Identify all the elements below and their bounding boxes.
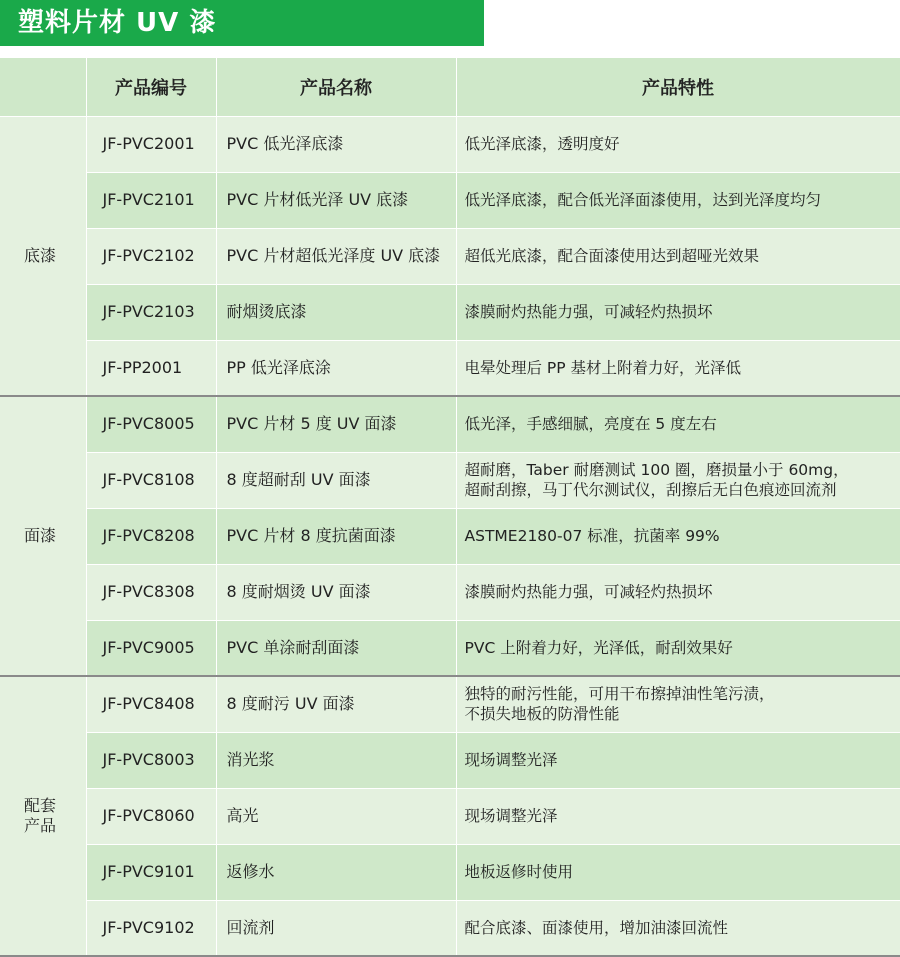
product-feature xyxy=(456,228,900,284)
product-feature-line: 低光泽，手感细腻，亮度在 5 度左右 xyxy=(464,415,717,434)
header-feature: 产品特性 xyxy=(456,58,900,116)
product-feature xyxy=(456,564,900,620)
product-feature xyxy=(456,452,900,508)
product-code: JF-PVC8408 xyxy=(86,676,216,732)
product-feature-line: 超耐刮擦，马丁代尔测试仪，刮擦后无白色痕迹回流剂 xyxy=(464,481,837,499)
product-code: JF-PVC9101 xyxy=(86,844,216,900)
table-row xyxy=(0,116,900,172)
table-row xyxy=(0,844,900,900)
product-name: PVC 片材低光泽 UV 底漆 xyxy=(216,172,456,228)
product-name: 回流剂 xyxy=(216,900,456,956)
product-name: PVC 片材 5 度 UV 面漆 xyxy=(216,396,456,452)
product-feature-line: 超耐磨，Taber 耐磨测试 100 圈，磨损量小于 60mg， xyxy=(464,461,849,479)
table-row xyxy=(0,172,900,228)
product-feature xyxy=(456,508,900,564)
group-label xyxy=(0,396,86,676)
product-code: JF-PVC9005 xyxy=(86,620,216,676)
product-feature xyxy=(456,396,900,452)
product-name: 返修水 xyxy=(216,844,456,900)
product-feature-line: ASTME2180-07 标准，抗菌率 99% xyxy=(464,527,720,545)
product-code: JF-PVC8308 xyxy=(86,564,216,620)
product-code: JF-PVC2001 xyxy=(86,116,216,172)
product-feature-line: 漆膜耐灼热能力强，可减轻灼热损坏 xyxy=(464,583,713,601)
product-feature-line: 地板返修时使用 xyxy=(464,863,574,881)
group-label-line: 面漆 xyxy=(24,526,57,545)
product-feature xyxy=(456,340,900,396)
product-code: JF-PVC2101 xyxy=(86,172,216,228)
product-feature-line: 电晕处理后 PP 基材上附着力好，光泽低 xyxy=(464,358,742,377)
product-table xyxy=(0,58,900,957)
product-feature-line: 现场调整光泽 xyxy=(464,807,558,825)
table-body xyxy=(0,116,900,956)
table-row xyxy=(0,396,900,452)
group-label-line: 底漆 xyxy=(24,245,57,265)
group-label xyxy=(0,676,86,956)
table-row xyxy=(0,676,900,732)
product-feature xyxy=(456,844,900,900)
product-code: JF-PP2001 xyxy=(86,340,216,396)
product-feature xyxy=(456,900,900,956)
product-feature-line: 超低光底漆，配合面漆使用达到超哑光效果 xyxy=(464,247,760,265)
product-feature xyxy=(456,116,900,172)
product-feature xyxy=(456,172,900,228)
product-code: JF-PVC8003 xyxy=(86,732,216,788)
product-feature-line: 低光泽底漆，透明度好 xyxy=(464,135,620,153)
table-header-row xyxy=(0,58,900,116)
product-feature-line: 不损失地板的防滑性能 xyxy=(464,705,620,724)
group-label-line: 产品 xyxy=(24,816,57,835)
product-name: PP 低光泽底涂 xyxy=(216,340,456,396)
header-group xyxy=(0,58,86,116)
table-row xyxy=(0,564,900,620)
table-row xyxy=(0,900,900,956)
product-feature xyxy=(456,788,900,844)
table-row xyxy=(0,788,900,844)
product-code: JF-PVC8208 xyxy=(86,508,216,564)
product-feature xyxy=(456,732,900,788)
product-feature xyxy=(456,676,900,732)
table-row xyxy=(0,284,900,340)
product-name: 8 度耐污 UV 面漆 xyxy=(216,676,456,732)
product-name: PVC 片材超低光泽度 UV 底漆 xyxy=(216,228,456,284)
product-name: PVC 低光泽底漆 xyxy=(216,116,456,172)
product-name: 消光浆 xyxy=(216,732,456,788)
table-row xyxy=(0,620,900,676)
table-row xyxy=(0,340,900,396)
page-title: 塑料片材 UV 漆 xyxy=(18,8,217,38)
product-code: JF-PVC2103 xyxy=(86,284,216,340)
table-row xyxy=(0,228,900,284)
product-feature-line: PVC 上附着力好，光泽低，耐刮效果好 xyxy=(464,638,733,657)
group-label-line: 配套 xyxy=(24,796,57,815)
product-feature-line: 独特的耐污性能，可用干布擦掉油性笔污渍， xyxy=(464,685,775,704)
header-name: 产品名称 xyxy=(216,58,456,116)
product-name: 高光 xyxy=(216,788,456,844)
product-feature-line: 配合底漆、面漆使用，增加油漆回流性 xyxy=(464,918,729,937)
product-name: PVC 单涂耐刮面漆 xyxy=(216,620,456,676)
product-feature-line: 现场调整光泽 xyxy=(464,751,558,769)
product-name: 8 度超耐刮 UV 面漆 xyxy=(216,452,456,508)
product-name: 耐烟烫底漆 xyxy=(216,284,456,340)
product-code: JF-PVC8060 xyxy=(86,788,216,844)
header-code: 产品编号 xyxy=(86,58,216,116)
product-code: JF-PVC8005 xyxy=(86,396,216,452)
table-row xyxy=(0,508,900,564)
product-name: PVC 片材 8 度抗菌面漆 xyxy=(216,508,456,564)
product-feature xyxy=(456,620,900,676)
group-label xyxy=(0,116,86,396)
table-row xyxy=(0,732,900,788)
product-feature-line: 漆膜耐灼热能力强，可减轻灼热损坏 xyxy=(464,303,713,321)
product-code: JF-PVC8108 xyxy=(86,452,216,508)
product-code: JF-PVC9102 xyxy=(86,900,216,956)
product-code: JF-PVC2102 xyxy=(86,228,216,284)
product-feature xyxy=(456,284,900,340)
table-row xyxy=(0,452,900,508)
product-name: 8 度耐烟烫 UV 面漆 xyxy=(216,564,456,620)
page-title-banner xyxy=(0,0,484,46)
product-feature-line: 低光泽底漆，配合低光泽面漆使用，达到光泽度均匀 xyxy=(464,191,822,209)
